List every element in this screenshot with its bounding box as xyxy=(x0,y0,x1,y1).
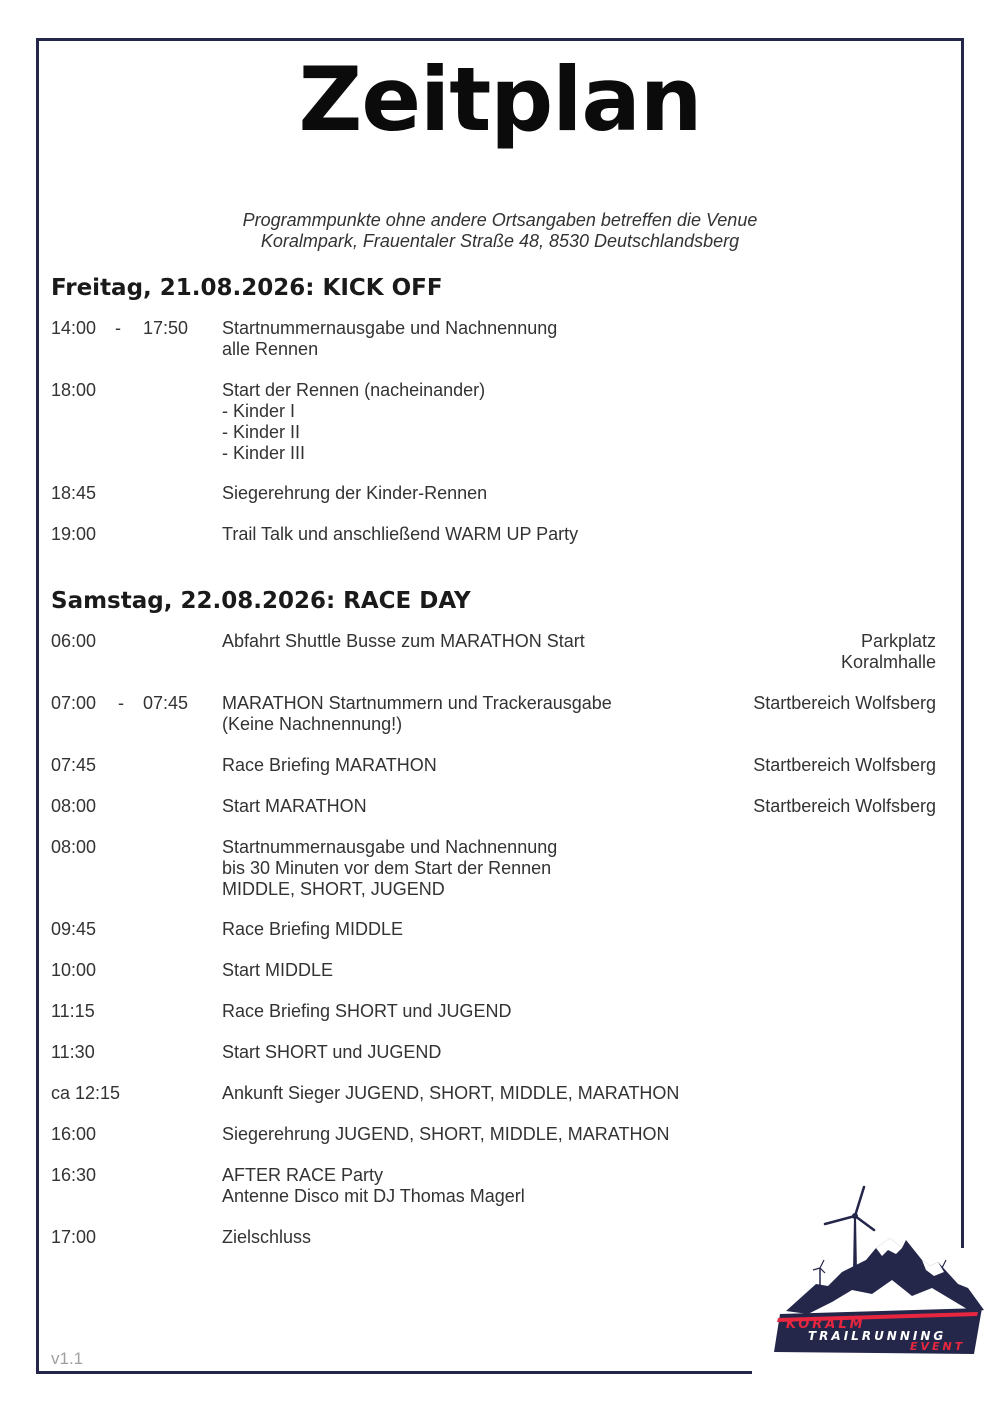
entry-time-start: 09:45 xyxy=(51,919,97,939)
entry-time-start: 07:45 xyxy=(51,755,97,775)
entry-time xyxy=(51,1165,96,1186)
entry-time-start: 16:00 xyxy=(51,1124,97,1144)
day-heading-friday: Freitag, 21.08.2026: KICK OFF xyxy=(51,275,443,301)
entry-time xyxy=(51,693,189,714)
entry-time xyxy=(51,318,189,339)
entry-time-start: 19:00 xyxy=(51,524,97,544)
entry-time xyxy=(51,1124,96,1145)
entry-time xyxy=(51,837,96,858)
entry-time-start: ca 12:15 xyxy=(51,1083,121,1103)
entry-description: Trail Talk und anschließend WARM UP Party xyxy=(222,524,579,544)
entry-description: Start SHORT und JUGEND xyxy=(222,1042,442,1062)
entry-time-start: 14:00 xyxy=(51,318,97,338)
entry-description: Start der Rennen (nacheinander) - Kinder I - Kinder II - Kinder III xyxy=(222,380,486,463)
entry-time xyxy=(51,755,96,776)
entry-location: Startbereich Wolfsberg xyxy=(753,796,936,816)
entry-time-start: 08:00 xyxy=(51,837,97,857)
version-label: v1.1 xyxy=(51,1349,84,1368)
entry-time xyxy=(51,483,96,504)
entry-time-start: 06:00 xyxy=(51,631,97,651)
logo-word-event: EVENT xyxy=(910,1340,966,1353)
entry-time xyxy=(51,631,96,652)
entry-time-start: 07:00 xyxy=(51,693,97,713)
entry-time-end: 07:45 xyxy=(143,693,189,713)
entry-description: Race Briefing MIDDLE xyxy=(222,919,404,939)
entry-time-start: 10:00 xyxy=(51,960,97,980)
entry-time xyxy=(51,1001,95,1022)
entry-time xyxy=(51,1083,120,1104)
venue-note xyxy=(0,210,1000,252)
entry-description: Siegerehrung JUGEND, SHORT, MIDDLE, MARATHON xyxy=(222,1124,670,1144)
entry-description: Startnummernausgabe und Nachnennung bis 30 Minuten vor dem Start der Rennen MIDDLE, SHORT, JUGEND xyxy=(222,837,558,899)
entry-time xyxy=(51,796,96,817)
entry-description: Zielschluss xyxy=(222,1227,312,1247)
entry-time-separator: - xyxy=(118,693,124,713)
entry-description: Start MIDDLE xyxy=(222,960,334,980)
entry-time-end: 17:50 xyxy=(143,318,189,338)
day-heading-saturday: Samstag, 22.08.2026: RACE DAY xyxy=(51,588,471,614)
entry-description: Race Briefing SHORT und JUGEND xyxy=(222,1001,512,1021)
entry-description: Start MARATHON xyxy=(222,796,367,816)
entry-time-start: 11:15 xyxy=(51,1001,95,1021)
entry-time xyxy=(51,524,96,545)
entry-time-start: 08:00 xyxy=(51,796,97,816)
entry-description: Siegerehrung der Kinder-Rennen xyxy=(222,483,488,503)
entry-time-separator: - xyxy=(115,318,121,338)
entry-time-start: 18:45 xyxy=(51,483,97,503)
entry-description: MARATHON Startnummern und Trackerausgabe (Keine Nachnennung!) xyxy=(222,693,612,734)
venue-note-line-1: Programmpunkte ohne andere Ortsangaben betreffen die Venue xyxy=(242,210,758,230)
entry-time-start: 16:30 xyxy=(51,1165,97,1185)
entry-description: Startnummernausgabe und Nachnennung alle Rennen xyxy=(222,318,558,359)
page-title: Zeitplan xyxy=(298,48,702,151)
entry-time-start: 18:00 xyxy=(51,380,97,400)
venue-note-line-2: Koralmpark, Frauentaler Straße 48, 8530 Deutschlandsberg xyxy=(260,231,740,251)
entry-time-start: 11:30 xyxy=(51,1042,95,1062)
entry-location: Startbereich Wolfsberg xyxy=(753,693,936,713)
entry-time xyxy=(51,1042,95,1063)
entry-time xyxy=(51,380,96,401)
entry-time-start: 17:00 xyxy=(51,1227,97,1247)
entry-time xyxy=(51,960,96,981)
entry-description: Abfahrt Shuttle Busse zum MARATHON Start xyxy=(222,631,585,651)
entry-time xyxy=(51,919,96,940)
entry-description: Race Briefing MARATHON xyxy=(222,755,437,775)
logo-word-koralm: KORALM xyxy=(786,1317,866,1332)
koralm-trailrunning-logo xyxy=(772,1184,988,1358)
logo-word-trailrunning: TRAILRUNNING xyxy=(808,1329,947,1343)
entry-time xyxy=(51,1227,96,1248)
entry-description: Ankunft Sieger JUGEND, SHORT, MIDDLE, MARATHON xyxy=(222,1083,680,1103)
entry-location: Startbereich Wolfsberg xyxy=(753,755,936,775)
entry-description: AFTER RACE Party Antenne Disco mit DJ Thomas Magerl xyxy=(222,1165,525,1206)
entry-location: Parkplatz Koralmhalle xyxy=(840,631,936,672)
